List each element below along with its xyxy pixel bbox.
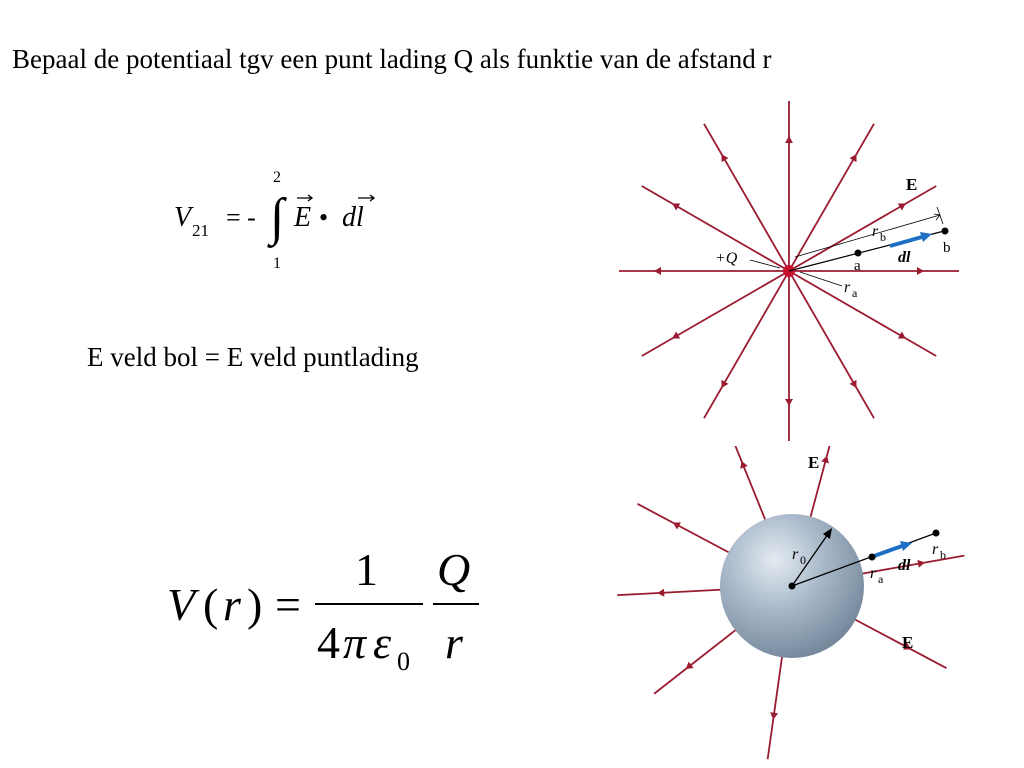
eq2-equals: = [275,579,301,630]
eq1-lower-limit: 1 [273,255,281,272]
sphere-field-line [637,504,730,553]
sphere-field-line [768,655,783,759]
field-label-top: E [808,453,820,472]
sphere-field-line [726,446,765,521]
charge-label: +Q [715,250,738,267]
sphere-ra-subscript: a [878,572,884,586]
rb-subscript: b [880,230,886,244]
slide-title: Bepaal de potentiaal tgv een punt lading Q als funktie van de afstand r [12,44,772,74]
eq2-den-eps: ε [373,617,392,668]
r0-symbol: r [792,546,799,563]
eq1-equals: = - [226,203,256,232]
eq2-lhs: V [167,579,196,630]
dl-vector-arrow [358,195,374,201]
eq2-den-coeff: 4 [317,617,340,668]
eq1-dl: dl [342,202,364,233]
eq2-arg: r [223,579,241,630]
sphere-point-b [933,530,940,537]
r0-subscript: 0 [800,553,806,567]
potential-formula [165,540,495,680]
dl-label: dl [898,249,911,266]
sphere-field-line [654,629,737,694]
dl-vector [890,237,922,246]
field-arrowhead [785,399,793,406]
sphere-ra-symbol: r [870,565,877,582]
eq1-lhs-subscript: 21 [192,221,209,240]
field-vector-arrow [297,195,312,201]
field-arrowhead [654,267,661,275]
ra-subscript: a [852,286,858,300]
charged-sphere-figure [610,446,980,764]
field-arrowhead [917,267,924,275]
eq1-field: E [294,202,312,233]
sphere-field-line [861,556,964,574]
sphere-field-line [617,590,722,595]
eq2-den-eps-sub: 0 [397,647,410,676]
eq2-paren-open: ( [203,579,219,630]
sphere-point-a [869,554,876,561]
point-b-marker [942,228,949,235]
point-a-marker [855,250,862,257]
sphere-field-arrowhead [821,456,829,464]
field-label-bottom: E [902,633,914,652]
point-a-label: a [854,258,861,274]
eq1-upper-limit: 2 [273,169,281,186]
eq2-numerator-1: 1 [355,544,378,595]
rb-symbol: r [872,223,879,240]
sphere-rb-symbol: r [932,541,939,558]
field-arrowhead [785,136,793,143]
dl-vector-head [920,232,932,242]
sphere-dl-vector [874,546,902,556]
eq1-dot: • [319,203,329,232]
sphere-dl-label: dl [898,557,911,574]
sphere-center [789,583,796,590]
eq2-numerator-2: Q [437,544,471,595]
eq2-den-pi: π [343,617,367,668]
equivalence-statement: E veld bol = E veld puntlading [87,342,419,372]
sphere-field-arrowhead [657,589,664,597]
integral-equation [170,168,410,278]
ra-leader [800,272,842,286]
field-label: E [906,175,918,194]
eq2-paren-close: ) [247,579,263,630]
point-charge-figure [610,100,970,442]
eq1-lhs: V [174,202,192,233]
sphere-rb-subscript: b [940,548,946,562]
ra-symbol: r [844,279,851,296]
sphere-field-line [854,619,947,668]
integral-sign: ∫ [270,189,285,246]
point-b-label: b [943,240,951,256]
sphere-field-arrowhead [917,560,925,568]
eq2-denominator-2: r [445,617,463,668]
